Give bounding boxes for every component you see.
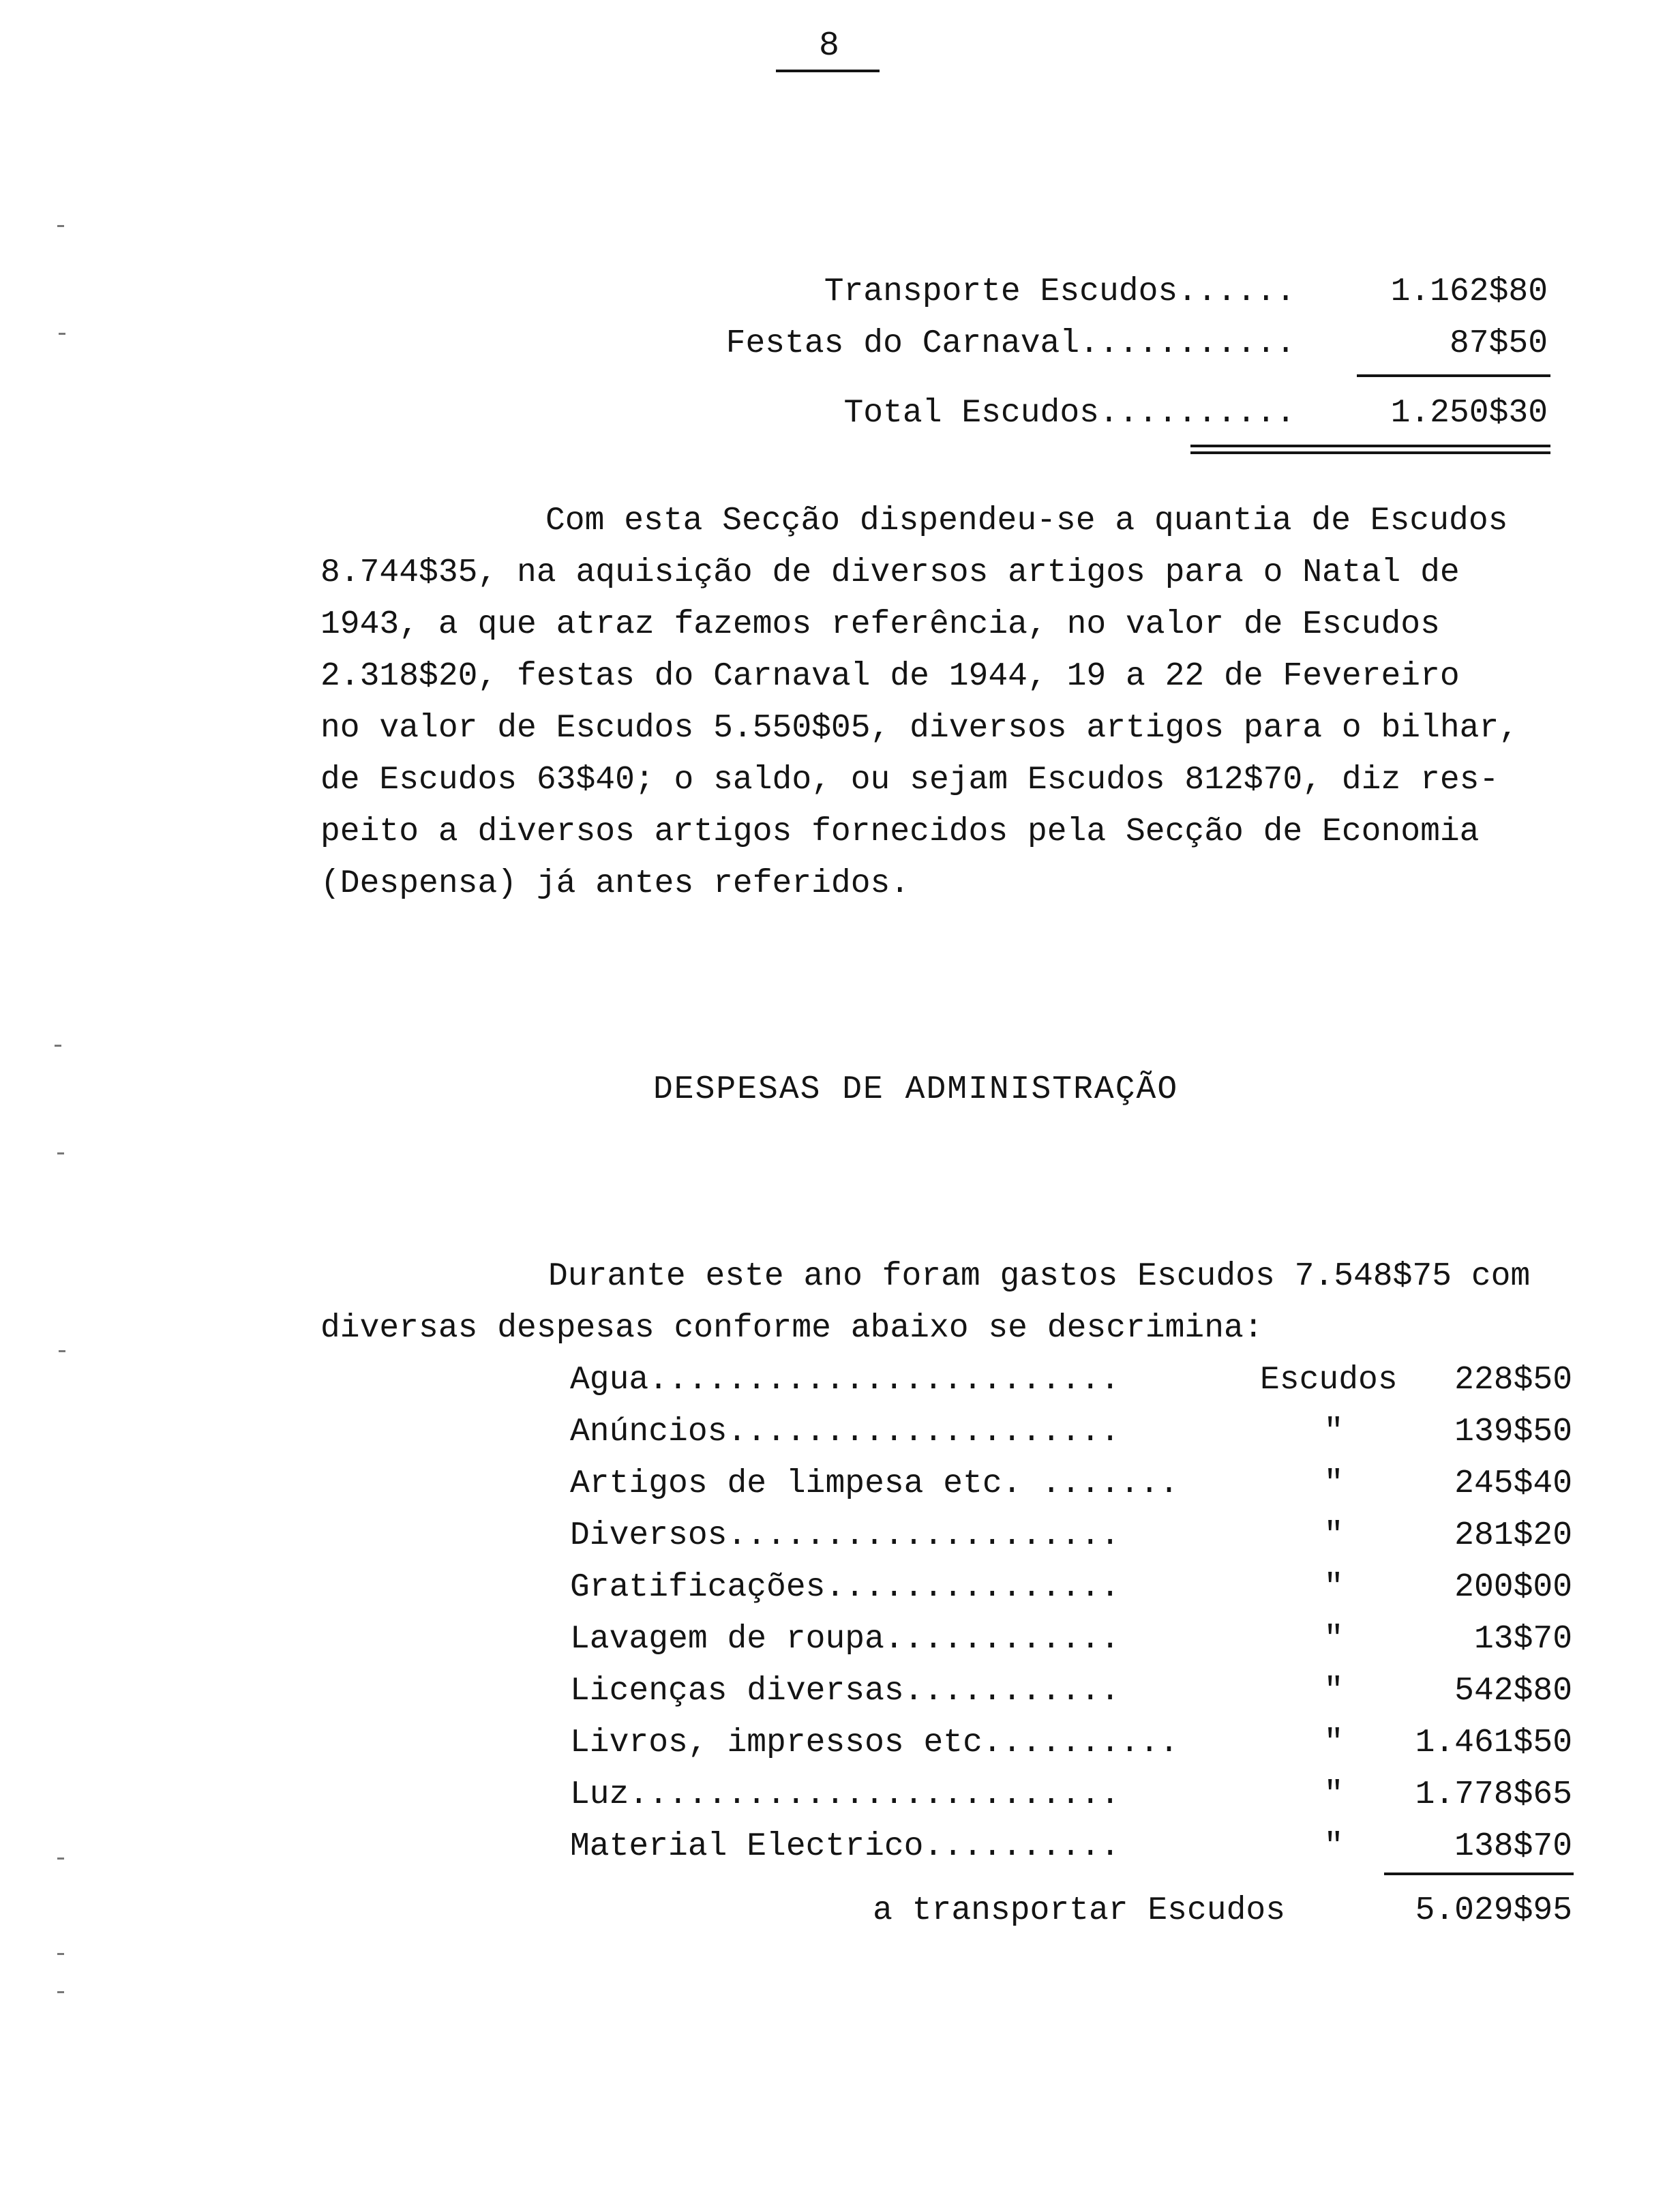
expense-label: Diversos....................: [570, 1517, 1120, 1554]
currency-label: Escudos: [1260, 1362, 1398, 1399]
expense-value: 139$50: [1454, 1414, 1572, 1450]
ditto-mark: ": [1323, 1517, 1344, 1554]
expense-label: Livros, impressos etc..........: [570, 1725, 1179, 1761]
paragraph1-line: 8.744$35, na aquisição de diversos artigos para o Natal de: [320, 554, 1460, 591]
paragraph1-line: de Escudos 63$40; o saldo, ou sejam Escudos 812$70, diz res-: [320, 762, 1499, 799]
expense-label: Artigos de limpesa etc. .......: [570, 1465, 1179, 1502]
summary-total-value: 1.250$30: [1390, 395, 1548, 432]
carry-rule: [1384, 1873, 1574, 1875]
paragraph1-line: (Despensa) já antes referidos.: [320, 865, 910, 902]
expense-value: 245$40: [1454, 1465, 1572, 1502]
carry-label: a transportar Escudos: [873, 1892, 1285, 1929]
paragraph1-line: no valor de Escudos 5.550$05, diversos artigos para o bilhar,: [320, 710, 1519, 747]
scan-mark: [57, 1858, 64, 1860]
expense-label: Agua........................: [570, 1362, 1120, 1399]
expense-value: 200$00: [1454, 1569, 1572, 1606]
scan-mark: [59, 333, 65, 335]
expense-label: Luz.........................: [570, 1776, 1120, 1813]
summary-carnaval-value: 87$50: [1449, 325, 1548, 362]
total-double-rule-top: [1190, 445, 1550, 447]
scan-mark: [57, 1152, 64, 1154]
page-number: 8: [818, 27, 839, 65]
summary-total-label: Total Escudos..........: [843, 395, 1295, 432]
ditto-mark: ": [1323, 1414, 1344, 1450]
summary-transport-label: Transporte Escudos......: [824, 273, 1295, 310]
paragraph2-line: Durante este ano foram gastos Escudos 7.548$75 com: [548, 1258, 1531, 1295]
ditto-mark: ": [1323, 1673, 1344, 1710]
page-number-underline: [776, 70, 880, 72]
ditto-mark: ": [1323, 1465, 1344, 1502]
ditto-mark: ": [1323, 1828, 1344, 1865]
expense-label: Anúncios....................: [570, 1414, 1120, 1450]
scan-mark: [57, 1953, 64, 1955]
subtotal-rule: [1357, 374, 1550, 377]
expense-value: 1.778$65: [1415, 1776, 1572, 1813]
carry-value: 5.029$95: [1415, 1892, 1572, 1929]
total-double-rule-bottom: [1190, 451, 1550, 454]
paragraph1-line: peito a diversos artigos fornecidos pela Secção de Economia: [320, 814, 1480, 850]
ditto-mark: ": [1323, 1776, 1344, 1813]
scan-mark: [57, 225, 64, 227]
expense-value: 281$20: [1454, 1517, 1572, 1554]
paragraph1-line: Com esta Secção dispendeu-se a quantia de Escudos: [545, 503, 1508, 539]
ditto-mark: ": [1323, 1569, 1344, 1606]
scan-mark: [55, 1045, 61, 1047]
expense-value: 228$50: [1454, 1362, 1572, 1399]
summary-carnaval-label: Festas do Carnaval...........: [725, 325, 1295, 362]
expense-value: 138$70: [1454, 1828, 1572, 1865]
expense-value: 1.461$50: [1415, 1725, 1572, 1761]
summary-transport-value: 1.162$80: [1390, 273, 1548, 310]
paragraph1-line: 2.318$20, festas do Carnaval de 1944, 19 a 22 de Fevereiro: [320, 658, 1460, 695]
expense-label: Licenças diversas...........: [570, 1673, 1120, 1710]
expense-label: Gratificações...............: [570, 1569, 1120, 1606]
paragraph2-line: diversas despesas conforme abaixo se descrimina:: [320, 1310, 1263, 1347]
ditto-mark: ": [1323, 1725, 1344, 1761]
expense-label: Lavagem de roupa............: [570, 1621, 1120, 1658]
scan-mark: [57, 1991, 64, 1993]
section-heading: DESPESAS DE ADMINISTRAÇÃO: [653, 1071, 1179, 1108]
expense-label: Material Electrico..........: [570, 1828, 1120, 1865]
ditto-mark: ": [1323, 1621, 1344, 1658]
paragraph1-line: 1943, a que atraz fazemos referência, no valor de Escudos: [320, 606, 1440, 643]
expense-value: 13$70: [1473, 1621, 1572, 1658]
expense-value: 542$80: [1454, 1673, 1572, 1710]
scan-mark: [59, 1350, 65, 1352]
